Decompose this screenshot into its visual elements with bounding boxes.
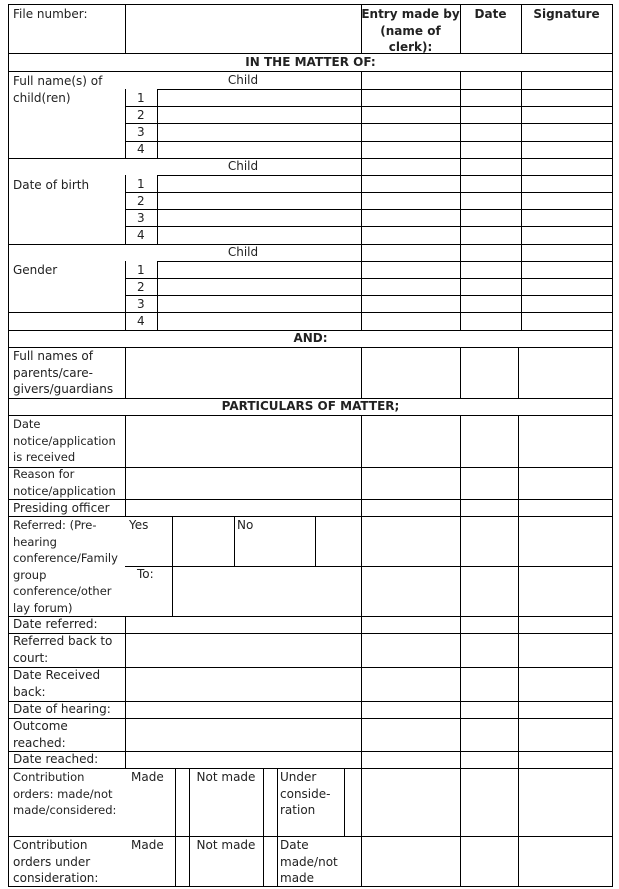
not-made-label: Not made <box>196 838 256 852</box>
rule <box>361 415 362 886</box>
contribution-orders-label: Contribution orders: made/not made/considered: <box>13 770 117 817</box>
rule <box>125 123 612 124</box>
row-number: 1 <box>137 91 145 105</box>
made-label: Made <box>131 838 164 852</box>
row-number: 4 <box>137 314 145 328</box>
row-number: 4 <box>137 142 145 156</box>
row-number: 4 <box>137 228 145 242</box>
rule <box>172 516 173 616</box>
in-the-matter-of-heading: IN THE MATTER OF: <box>245 55 376 69</box>
referred-label: Referred: (Pre-hearing conference/Family group conference/other lay forum) <box>13 518 122 615</box>
no-label: No <box>237 518 254 532</box>
row-number: 3 <box>137 297 145 311</box>
date-made-not-made-label: Date made/not made <box>280 838 342 885</box>
to-label: To: <box>137 567 154 581</box>
not-made-label: Not made <box>196 770 256 784</box>
row-number: 2 <box>137 280 145 294</box>
parents-label: Full names of parents/care-givers/guardians <box>13 349 114 396</box>
child-label: Child <box>227 159 259 173</box>
date-notice-received-label: Date notice/application is received <box>13 417 120 464</box>
signature-header: Signature <box>533 7 600 21</box>
contribution-orders-under-label: Contribution orders under consideration: <box>13 838 99 885</box>
rule <box>125 106 612 107</box>
rule <box>521 71 522 330</box>
rule <box>125 347 126 398</box>
child-label: Child <box>227 73 259 87</box>
date-of-hearing-label: Date of hearing: <box>13 702 111 716</box>
row-number: 3 <box>137 211 145 225</box>
row-number: 2 <box>137 194 145 208</box>
yes-label: Yes <box>129 518 149 532</box>
rule <box>125 192 612 193</box>
under-consideration-label: Under conside-ration <box>280 770 331 817</box>
row-number: 1 <box>137 177 145 191</box>
rule <box>125 141 612 142</box>
row-number: 2 <box>137 108 145 122</box>
rule <box>157 89 612 90</box>
rule <box>157 261 612 262</box>
rule <box>125 209 612 210</box>
rule <box>234 516 235 566</box>
rule <box>315 516 316 566</box>
rule <box>125 616 126 768</box>
rule <box>460 415 461 886</box>
rule <box>125 226 612 227</box>
rule <box>125 5 126 53</box>
rule <box>518 347 519 398</box>
child-label: Child <box>227 245 259 259</box>
row-number: 3 <box>137 125 145 139</box>
presiding-officer-label: Presiding officer <box>13 501 110 515</box>
date-referred-label: Date referred: <box>13 617 98 631</box>
rule <box>125 89 126 158</box>
referred-back-label: Referred back to court: <box>13 634 117 665</box>
reason-for-notice-label: Reason for notice/application <box>13 467 116 498</box>
rule <box>344 768 345 836</box>
rule <box>189 768 190 886</box>
rule <box>125 566 612 567</box>
rule <box>460 71 461 330</box>
rule <box>361 347 362 398</box>
entry-made-by-header: Entry made by (name of clerk): <box>361 7 464 54</box>
row-number: 1 <box>137 263 145 277</box>
outcome-reached-label: Outcome reached: <box>13 719 72 750</box>
full-names-children-label: Full name(s) of child(ren) <box>13 74 107 105</box>
made-label: Made <box>131 770 164 784</box>
rule <box>361 71 362 330</box>
file-number-label: File number: <box>13 7 88 21</box>
rule <box>125 261 126 330</box>
rule <box>263 768 264 886</box>
date-reached-label: Date reached: <box>13 752 99 766</box>
gender-label: Gender <box>13 263 58 277</box>
rule <box>518 415 519 886</box>
rule <box>277 768 278 886</box>
rule <box>175 768 176 886</box>
rule <box>125 175 126 244</box>
and-heading: AND: <box>293 331 328 345</box>
rule <box>125 278 612 279</box>
rule <box>125 295 612 296</box>
particulars-heading: PARTICULARS OF MATTER; <box>221 399 400 413</box>
rule <box>460 347 461 398</box>
court-register-form <box>8 4 613 887</box>
date-header: Date <box>474 7 507 21</box>
rule <box>157 175 612 176</box>
date-of-birth-label: Date of birth <box>13 178 90 192</box>
date-received-back-label: Date Received back: <box>13 668 104 699</box>
